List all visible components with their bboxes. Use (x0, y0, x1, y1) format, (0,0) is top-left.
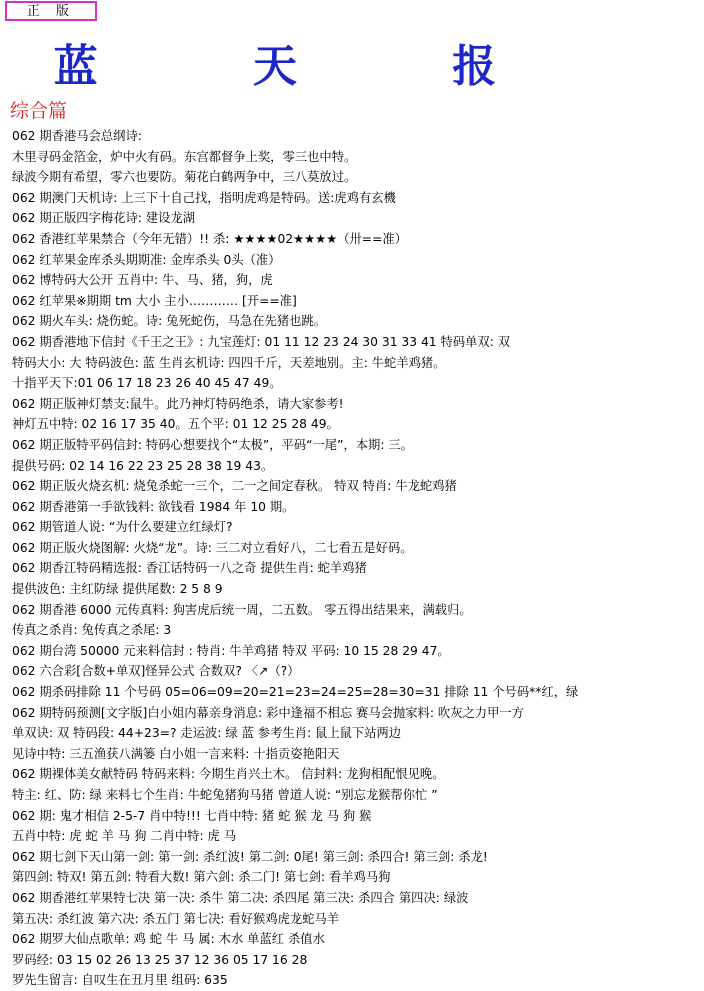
text-line: 062 期香港 6000 元传真料: 狗害虎后统一周，二五数。 零五得出结果来，满载归。 (12, 602, 472, 617)
text-line: 062 期香港马会总纲诗: (12, 129, 142, 143)
text-line: 062 期火车头: 烧伤蛇。诗: 兔死蛇伤，马急在先猪也跳。 (12, 314, 327, 329)
text-line: 单双诀: 双 特码段: 44+23=? 走运波: 绿 蓝 参考生肖: 鼠上鼠下站两边 (12, 726, 402, 741)
text-line: 062 香港红苹果禁合（今年无错）!! 杀: ★★★★02★★★★（卅==准） (12, 231, 407, 246)
text-line: 提供波色: 主红防绿 提供尾数: 2 5 8 9 (12, 582, 223, 597)
text-line: 062 期特码预测[文字版]白小姐内幕亲身消息: 彩中逢福不相忘 赛马会抛家料: 吹灰之力甲一方 (12, 705, 524, 720)
text-line: 062 期澳门天机诗: 上三下十自己找，指明虎鸡是特码。送:虎鸡有玄機 (12, 190, 396, 205)
text-line: 062 期正版神灯禁支:鼠牛。此乃神灯特码绝杀，请大家参考! (12, 396, 344, 411)
text-line: 062 期七剑下天山第一剑: 第一剑: 杀红波! 第二剑: 0尾! 第三剑: 杀四合! 第三剑: 杀龙! (12, 849, 488, 864)
text-line: 062 期台湾 50000 元来料信封 : 特肖: 牛羊鸡猪 特双 平码: 10 15 28 29 47。 (12, 643, 450, 658)
text-line: 062 博特码大公开 五肖中: 牛、马、猪，狗，虎 (12, 273, 273, 288)
text-line: 062 期香港地下信封《千王之王》: 九宝莲灯: 01 11 12 23 24 30 31 33 41 特码单双: 双 (12, 334, 511, 349)
text-line: 提供号码: 02 14 16 22 23 25 28 38 19 43。 (12, 458, 274, 473)
text-line: 062 期香江特码精选报: 香江话特码一八之奇 提供生肖: 蛇羊鸡猪 (12, 561, 367, 576)
text-line: 062 期: 鬼才相信 2-5-7 肖中特!!! 七肖中特: 猪 蛇 猴 龙 马 狗 猴 (12, 808, 372, 823)
text-line: 绿波今期有希望，零六也要防。菊花白鹤两争中，三八莫放过。 (12, 170, 357, 185)
text-line: 神灯五中特: 02 16 17 35 40。五个平: 01 12 25 28 49。 (12, 417, 339, 432)
newspaper-title: 蓝 天 报 (53, 41, 567, 92)
text-line: 062 红苹果金库杀头期期准: 金库杀头 0头（准） (12, 252, 281, 267)
text-line: 062 期罗大仙点歌单: 鸡 蛇 牛 马 属: 木水 单蓝红 杀值水 (12, 932, 325, 947)
text-line: 十指平天下:01 06 17 18 23 26 40 45 47 49。 (12, 376, 282, 391)
text-line: 062 期正版特平码信封: 特码心想要找个“太极”，平码“一尾”，本期: 三。 (12, 437, 413, 452)
section-heading: 综合篇 (10, 100, 68, 122)
text-line: 特主: 红、防: 绿 来料七个生肖: 牛蛇兔猪狗马猪 曾道人说: “别忘龙猴帮你忙 ” (12, 788, 438, 802)
text-body (12, 126, 702, 991)
text-line: 见诗中特: 三五渔获八满篓 白小姐一言来料: 十指贡姿艳阳天 (12, 746, 340, 761)
text-line: 第五决: 杀红波 第六决: 杀五门 第七决: 看好猴鸡虎龙蛇马羊 (12, 911, 340, 926)
text-line: 木里寻码金箔金，炉中火有码。东宫都督争上奖，零三也中特。 (12, 149, 357, 164)
text-line: 第四剑: 特双! 第五剑: 特看大数! 第六剑: 杀二门! 第七剑: 看羊鸡马狗 (12, 870, 391, 885)
text-line: 罗码经: 03 15 02 26 13 25 37 12 36 05 17 16 28 (12, 952, 308, 967)
text-line: 062 红苹果※期期 tm 大小 主小………… [开==准] (12, 293, 297, 308)
edition-badge: 正 版 (5, 1, 97, 21)
text-line: 062 期香港红苹果特七决 第一决: 杀牛 第二决: 杀四尾 第三决: 杀四合 第四决: 绿波 (12, 890, 469, 905)
text-line: 062 期裸体美女献特码 特码来料: 今期生肖兴土木。 信封料: 龙狗相配恨见晚。 (12, 767, 445, 782)
text-line: 062 期杀码排除 11 个号码 05=06=09=20=21=23=24=25=28=30=31 排除 11 个号码**红，绿 (12, 685, 579, 700)
text-line: 传真之杀肖: 兔传真之杀尾: 3 (12, 623, 172, 638)
text-line: 062 期管道人说: “为什么要建立红绿灯? (12, 520, 233, 535)
text-line: 062 期正版火烧图解: 火烧“龙”。诗: 三二对立看好八，二七看五是好码。 (12, 540, 413, 555)
text-line: 特码大小: 大 特码波色: 蓝 生肖玄机诗: 四四千斤，天差地别。主: 牛蛇羊鸡猪。 (12, 355, 446, 370)
text-line: 062 期正版火烧玄机: 烧兔杀蛇一三个，二一之间定春秋。 特双 特肖: 牛龙蛇鸡猪 (12, 479, 457, 494)
text-line: 062 期香港第一手欲钱料: 欲钱看 1984 年 10 期。 (12, 499, 295, 514)
text-line: 五肖中特: 虎 蛇 羊 马 狗 二肖中特: 虎 马 (12, 829, 237, 844)
text-line: 062 期正版四字梅花诗: 建设龙湖 (12, 211, 195, 226)
text-line: 062 六合彩[合数+单双]怪异公式 合数双? 〈↗（?） (12, 664, 300, 679)
text-line: 罗先生留言: 自叹生在丑月里 组码: 635 (12, 973, 228, 988)
